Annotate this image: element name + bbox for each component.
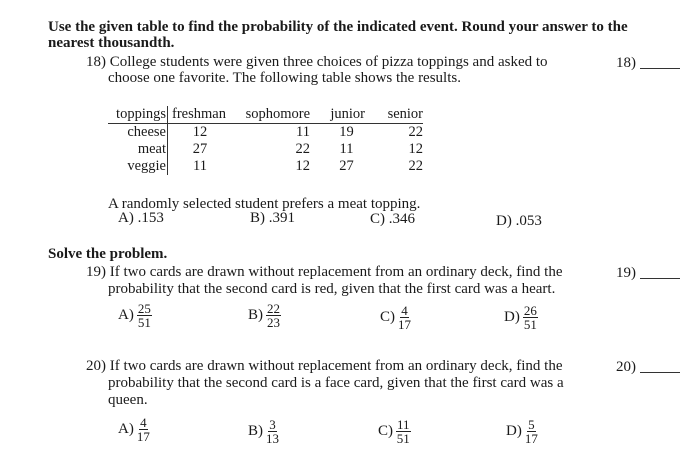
q20-choice-a (118, 416, 150, 443)
fraction (396, 418, 411, 445)
cell: cheese (108, 124, 168, 142)
choice-letter: A) (118, 306, 134, 323)
q20-choice-b (248, 418, 279, 445)
q20-choice-d (506, 418, 538, 445)
table-row (108, 141, 423, 158)
numerator: 11 (397, 417, 410, 432)
cell: 11 (339, 141, 354, 157)
instructions-line-2: nearest thousandth. (48, 35, 175, 51)
table-row (108, 158, 423, 175)
toppings-table (108, 106, 423, 175)
header-senior: senior (365, 106, 423, 124)
q19-choice-d (504, 304, 538, 331)
denominator: 51 (523, 317, 537, 332)
choice-letter: B) (248, 306, 263, 323)
cell: 27 (339, 158, 354, 174)
fraction (398, 304, 411, 331)
q18-choice-c: C) .346 (370, 211, 415, 227)
q18-choice-d: D) .053 (496, 213, 542, 229)
denominator: 13 (266, 431, 279, 446)
fraction (137, 302, 152, 329)
numerator: 5 (528, 417, 535, 432)
q20-line-1: 20) If two cards are drawn without replacement from an ordinary deck, find the (86, 358, 563, 374)
cell: 12 (192, 124, 208, 140)
denominator: 51 (396, 431, 410, 446)
numerator: 22 (267, 301, 280, 316)
q19-choice-c (380, 304, 411, 331)
cell: 22 (408, 158, 423, 174)
denominator: 51 (137, 315, 151, 330)
q19-answer-blank[interactable] (640, 278, 680, 279)
q19-choice-b (248, 302, 281, 329)
q18-answer-label: 18) (616, 55, 636, 71)
header-junior: junior (310, 106, 365, 124)
q20-answer-label: 20) (616, 359, 636, 375)
choice-letter: B) (248, 422, 263, 439)
choice-letter: C) (378, 422, 393, 439)
q19-line-1: 19) If two cards are drawn without replacement from an ordinary deck, find the (86, 264, 563, 280)
q18-answer-blank[interactable] (640, 68, 680, 69)
q20-line-3: queen. (108, 392, 148, 408)
q18-line-2: choose one favorite. The following table shows the results. (108, 70, 461, 86)
q20-answer-blank[interactable] (640, 372, 680, 373)
q18-line-1: 18) College students were given three choices of pizza toppings and asked to (86, 54, 548, 70)
cell: 12 (295, 158, 310, 174)
q19-answer-label: 19) (616, 265, 636, 281)
denominator: 17 (398, 317, 411, 332)
q18-choice-a: A) .153 (118, 210, 164, 226)
header-sophomore: sophomore (232, 106, 310, 124)
q19-line-2: probability that the second card is red, given that the first card was a heart. (108, 281, 556, 297)
cell: meat (108, 141, 168, 158)
q18-choice-b: B) .391 (250, 210, 295, 226)
table-header-row (108, 106, 423, 124)
denominator: 17 (136, 429, 150, 444)
fraction (137, 416, 150, 443)
choice-letter: D) (506, 422, 522, 439)
choice-letter: A) (118, 420, 134, 437)
denominator: 17 (524, 431, 538, 446)
numerator: 4 (401, 303, 408, 318)
cell: 22 (408, 124, 423, 140)
q20-choice-c (378, 418, 411, 445)
cell: 27 (192, 141, 208, 157)
numerator: 4 (140, 415, 147, 430)
fraction (523, 304, 538, 331)
fraction (266, 302, 281, 329)
header-freshman: freshman (168, 106, 233, 124)
denominator: 23 (267, 315, 280, 330)
q19-choice-a (118, 302, 152, 329)
numerator: 3 (269, 417, 276, 432)
q18-question: A randomly selected student prefers a meat topping. (108, 196, 421, 212)
table-row (108, 124, 423, 142)
choice-letter: D) (504, 308, 520, 325)
cell: 11 (193, 158, 207, 174)
q20-line-2: probability that the second card is a face card, given that the first card was a (108, 375, 564, 391)
cell: veggie (108, 158, 168, 175)
choice-letter: C) (380, 308, 395, 325)
numerator: 25 (137, 301, 151, 316)
cell: 12 (408, 141, 423, 157)
fraction (266, 418, 279, 445)
section-heading: Solve the problem. (48, 246, 168, 262)
fraction (525, 418, 538, 445)
cell: 22 (295, 141, 310, 157)
header-toppings: toppings (108, 106, 168, 124)
cell: 19 (339, 124, 354, 140)
instructions-line-1: Use the given table to find the probability of the indicated event. Round your answer to the (48, 19, 628, 35)
cell: 11 (296, 124, 310, 140)
numerator: 26 (523, 303, 537, 318)
